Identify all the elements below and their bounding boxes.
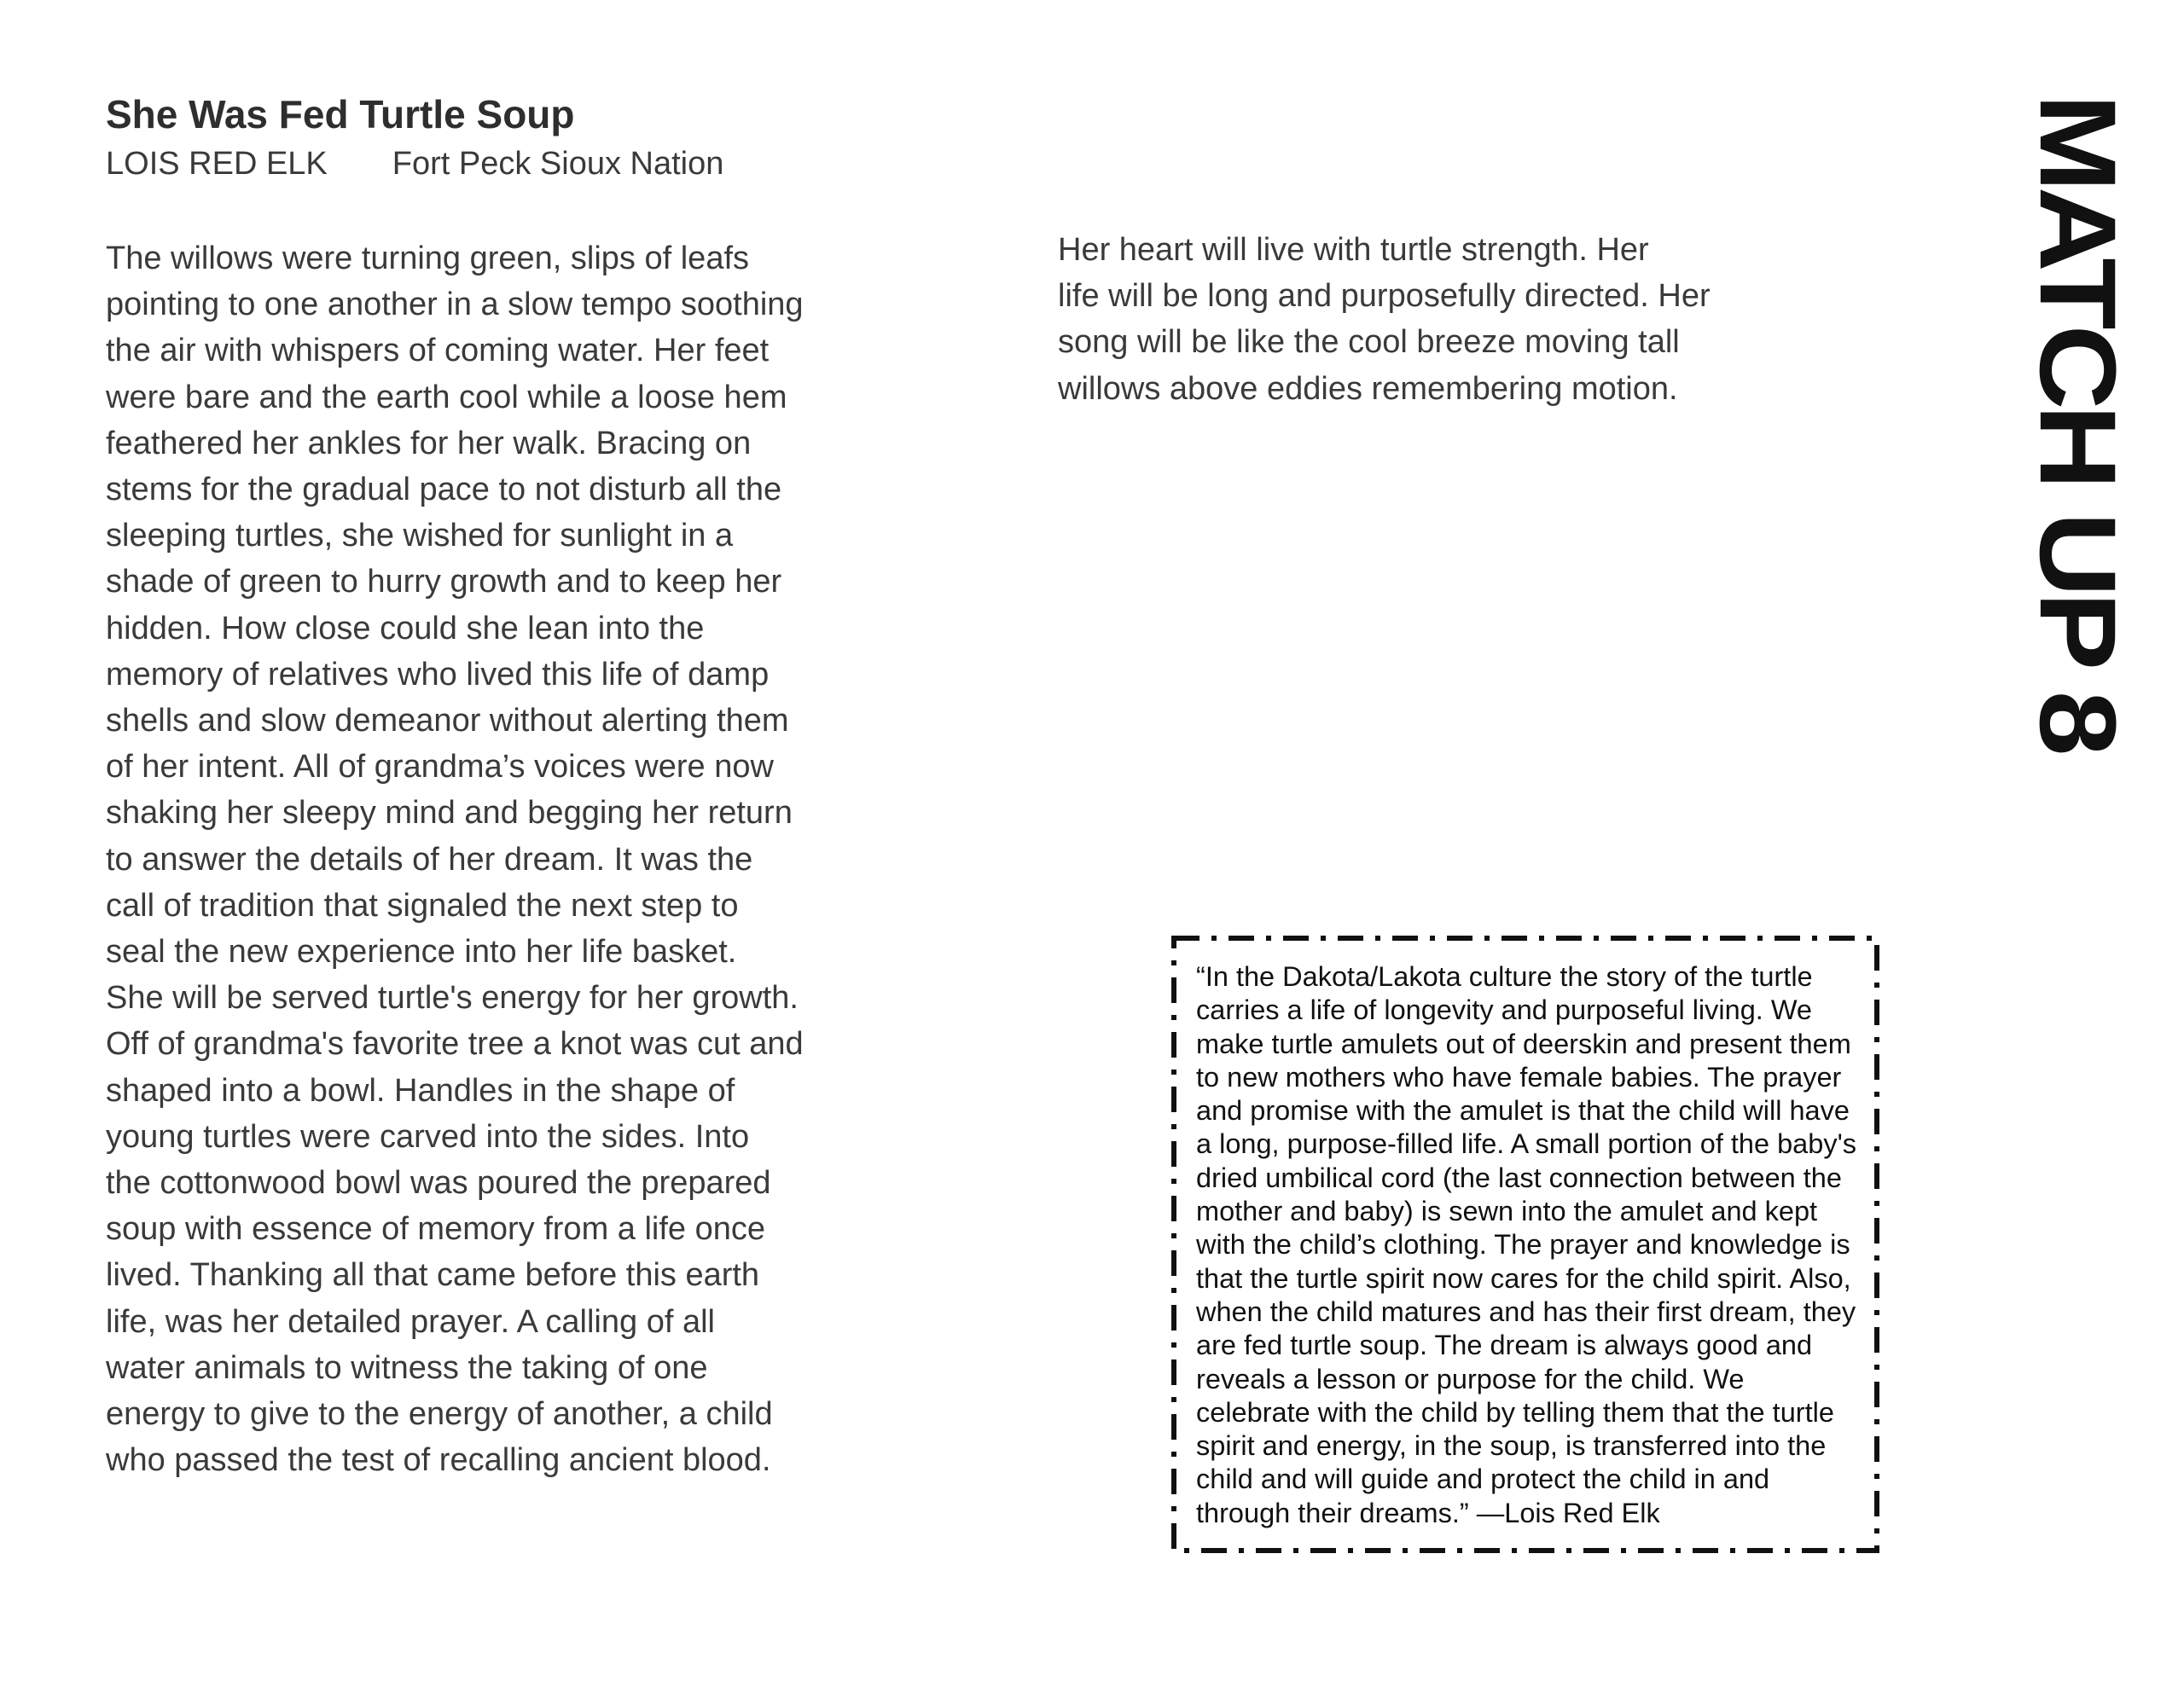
poem-line: life will be long and purposefully directed. Her: [1058, 278, 1711, 315]
poem-line: shade of green to hurry growth and to keep her: [106, 564, 782, 600]
poem-line: to answer the details of her dream. It was the: [106, 841, 753, 878]
author-nation: Fort Peck Sioux Nation: [392, 146, 724, 182]
note-line: celebrate with the child by telling them that the turtle: [1196, 1396, 1834, 1428]
side-heading: [2013, 94, 2138, 751]
poem-line: life, was her detailed prayer. A calling of all: [106, 1303, 715, 1340]
poem-line: call of tradition that signaled the next step to: [106, 887, 739, 924]
poem-line: memory of relatives who lived this life of damp: [106, 656, 770, 693]
poem-line: were bare and the earth cool while a loose hem: [106, 379, 787, 415]
poem-line: hidden. How close could she lean into the: [106, 610, 705, 646]
note-line: child and will guide and protect the child in and: [1196, 1464, 1770, 1495]
note-line: spirit and energy, in the soup, is transferred into the: [1196, 1430, 1827, 1462]
poem-body-right: [1058, 227, 1826, 412]
poem-line: stems for the gradual pace to not disturb all the: [106, 472, 782, 508]
note-line: to new mothers who have female babies. The prayer: [1196, 1061, 1842, 1093]
note-line: a long, purpose-filled life. A small portion of the baby's: [1196, 1128, 1857, 1160]
poem-line: the cottonwood bowl was poured the prepared: [106, 1165, 771, 1202]
note-line: through their dreams.” —Lois Red Elk: [1196, 1497, 1660, 1528]
note-line: carries a life of longevity and purposeful living. We: [1196, 994, 1812, 1026]
note-line: with the child’s clothing. The prayer and knowledge is: [1196, 1229, 1850, 1261]
byline: [106, 143, 723, 184]
note-line: dried umbilical cord (the last connection between the: [1196, 1162, 1842, 1193]
poem-line: soup with essence of memory from a life once: [106, 1211, 766, 1248]
poem-line: feathered her ankles for her walk. Bracing on: [106, 425, 752, 461]
note-line: reveals a lesson or purpose for the child. We: [1196, 1363, 1745, 1394]
poem-line: shaped into a bowl. Handles in the shape of: [106, 1072, 735, 1109]
poem-title: She Was Fed Turtle Soup: [106, 92, 575, 136]
note-line: “In the Dakota/Lakota culture the story of the turtle: [1196, 961, 1813, 992]
poem-line: seal the new experience into her life basket.: [106, 934, 737, 971]
poem-line: willows above eddies remembering motion.: [1058, 370, 1678, 407]
poem-line: water animals to witness the taking of one: [106, 1349, 708, 1386]
note-line: that the turtle spirit now cares for the child spirit. Also,: [1196, 1262, 1851, 1294]
poem-line: shaking her sleepy mind and begging her return: [106, 795, 793, 832]
poem-line: She will be served turtle's energy for her growth.: [106, 980, 799, 1017]
author-note-box: [1170, 935, 1880, 1554]
poem-line: The willows were turning green, slips of leafs: [106, 241, 750, 276]
poem-line: energy to give to the energy of another, a child: [106, 1396, 773, 1433]
poem-line: shells and slow demeanor without alerting them: [106, 703, 789, 739]
poem-line: Her heart will live with turtle strength. Her: [1058, 232, 1649, 268]
author-name: LOIS RED ELK: [106, 146, 328, 182]
poem-line: the air with whispers of coming water. Her feet: [106, 333, 770, 369]
note-line: when the child matures and has their first dream, they: [1196, 1296, 1856, 1327]
poem-line: Off of grandma's favorite tree a knot was cut and: [106, 1026, 804, 1063]
poem-line: song will be like the cool breeze moving tall: [1058, 324, 1680, 361]
poem-line: pointing to one another in a slow tempo soothing: [106, 287, 804, 323]
poem-line: lived. Thanking all that came before this earth: [106, 1257, 760, 1294]
note-line: make turtle amulets out of deerskin and present them: [1196, 1028, 1851, 1059]
poem-line: young turtles were carved into the sides. Into: [106, 1118, 750, 1155]
note-line: mother and baby) is sewn into the amulet and kept: [1196, 1196, 1818, 1227]
poem-line: of her intent. All of grandma’s voices were now: [106, 749, 774, 786]
poem-body-left: [106, 235, 857, 1483]
note-line: are fed turtle soup. The dream is always good and: [1196, 1330, 1813, 1361]
poem-line: who passed the test of recalling ancient blood.: [106, 1442, 771, 1479]
side-heading-text: MATCH UP 8: [2017, 94, 2138, 751]
author-note-text: [1196, 960, 1870, 1530]
note-line: and promise with the amulet is that the child will have: [1196, 1095, 1850, 1127]
poem-line: sleeping turtles, she wished for sunlight in a: [106, 518, 734, 554]
